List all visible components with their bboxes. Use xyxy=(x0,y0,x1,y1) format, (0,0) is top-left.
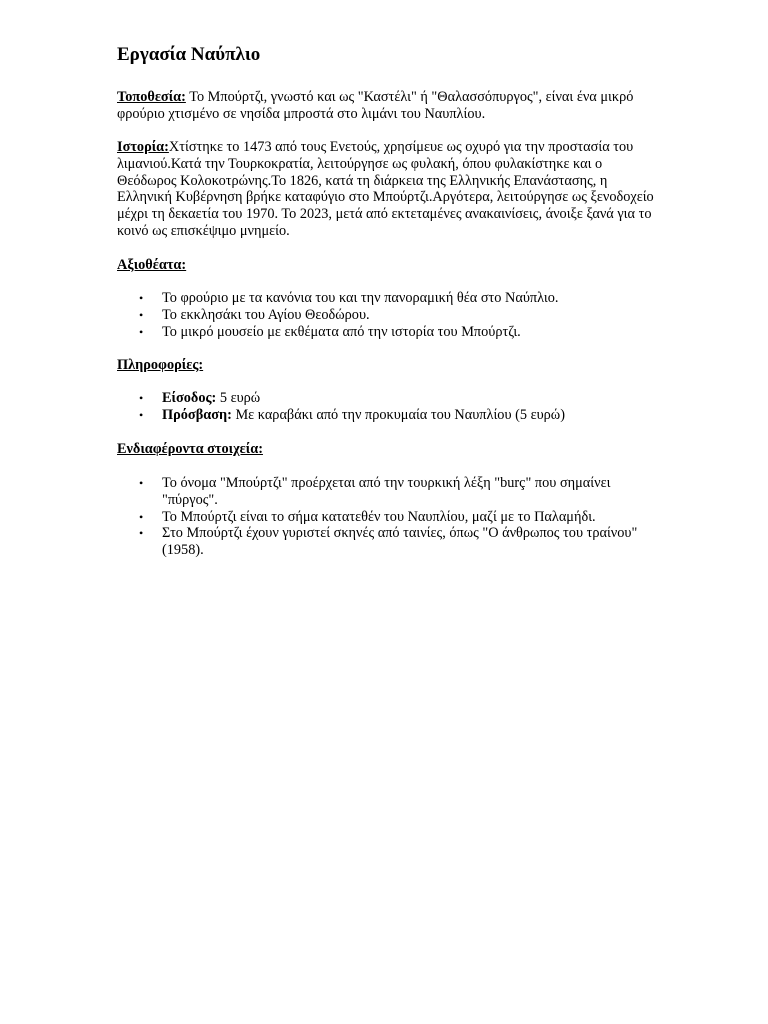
list-item-text: Το Μπούρτζι είναι το σήμα κατατεθέν του Ναυπλίου, μαζί με το Παλαμήδι. xyxy=(162,508,596,525)
bullet-icon: • xyxy=(139,307,144,322)
location-heading: Τοποθεσία: xyxy=(117,89,186,105)
history-text: Χτίστηκε το 1473 από τους Ενετούς, χρησίμευε ως οχυρό για την προστασία του λιμανιού.Κατά την Τουρκοκρατία, λειτούργησε ως φυλακή, όπου φυλακίστηκε και ο Θεόδωρος Κολοκοτρώνης.Το 1826, κατά τη διάρκεια της Ελληνικής Επανάστασης, η Ελληνική Κυβέρνηση βρήκε καταφύγιο στο Μπούρτζι.Αργότερα, λειτούργησε ως ξενοδοχείο μέχρι τη δεκαετία του 1970. Το 2023, μετά από εκτεταμένες ανακαινίσεις, άνοιξε ξανά για το κοινό ως επισκέψιμο μνημείο. xyxy=(117,139,654,239)
info-list-block xyxy=(117,390,657,424)
bullet-icon: • xyxy=(139,291,144,305)
bullet-icon: • xyxy=(139,407,144,422)
bullet-icon: • xyxy=(139,324,144,339)
bullet-icon: • xyxy=(139,391,144,405)
list-item xyxy=(117,290,657,307)
location-paragraph xyxy=(117,89,657,123)
facts-heading-block xyxy=(117,441,657,458)
document-title: Εργασία Ναύπλιο xyxy=(117,44,261,65)
info-heading-block xyxy=(117,357,657,374)
facts-heading: Ενδιαφέροντα στοιχεία: xyxy=(117,441,263,457)
list-item-text: Το φρούριο με τα κανόνια του και την πανοραμική θέα στο Ναύπλιο. xyxy=(162,290,559,306)
list-item xyxy=(117,525,657,559)
list-item xyxy=(117,324,657,341)
sights-list xyxy=(117,290,657,340)
info-access-key: Πρόσβαση: xyxy=(162,406,232,423)
list-item xyxy=(117,475,657,509)
bullet-icon: • xyxy=(139,476,144,490)
list-item xyxy=(117,509,657,526)
info-heading: Πληροφορίες: xyxy=(117,357,204,373)
location-section xyxy=(117,89,657,123)
history-paragraph xyxy=(117,139,657,240)
list-item-text: Στο Μπούρτζι έχουν γυριστεί σκηνές από ταινίες, όπως "Ο άνθρωπος του τραίνου" (1958). xyxy=(162,525,638,559)
list-item-text: Το όνομα "Μπούρτζι" προέρχεται από την τουρκική λέξη "burç" που σημαίνει "πύργος". xyxy=(162,475,611,508)
list-item-text: Το εκκλησάκι του Αγίου Θεοδώρου. xyxy=(162,306,370,323)
sights-heading: Αξιοθέατα: xyxy=(117,257,187,273)
sights-list-block xyxy=(117,290,657,340)
list-item xyxy=(117,407,657,424)
facts-list xyxy=(117,475,657,559)
bullet-icon: • xyxy=(139,509,144,524)
bullet-icon: • xyxy=(139,526,144,541)
location-text: Το Μπούρτζι, γνωστό και ως "Καστέλι" ή "Θαλασσόπυργος", είναι ένα μικρό φρούριο χτισμένο σε νησίδα μπροστά στο λιμάνι του Ναυπλίου. xyxy=(117,89,634,122)
list-item xyxy=(117,307,657,324)
info-entrance-key: Είσοδος: xyxy=(162,390,217,406)
list-item-text: Το μικρό μουσείο με εκθέματα από την ιστορία του Μπούρτζι. xyxy=(162,323,521,340)
facts-list-block xyxy=(117,475,657,559)
list-item xyxy=(117,390,657,407)
info-list xyxy=(117,390,657,424)
info-entrance-value: 5 ευρώ xyxy=(216,390,261,406)
history-section xyxy=(117,139,657,240)
info-access-value: Με καραβάκι από την προκυμαία του Ναυπλίου (5 ευρώ) xyxy=(231,406,565,423)
history-heading: Ιστορία: xyxy=(117,139,169,155)
sights-heading-block xyxy=(117,257,657,274)
